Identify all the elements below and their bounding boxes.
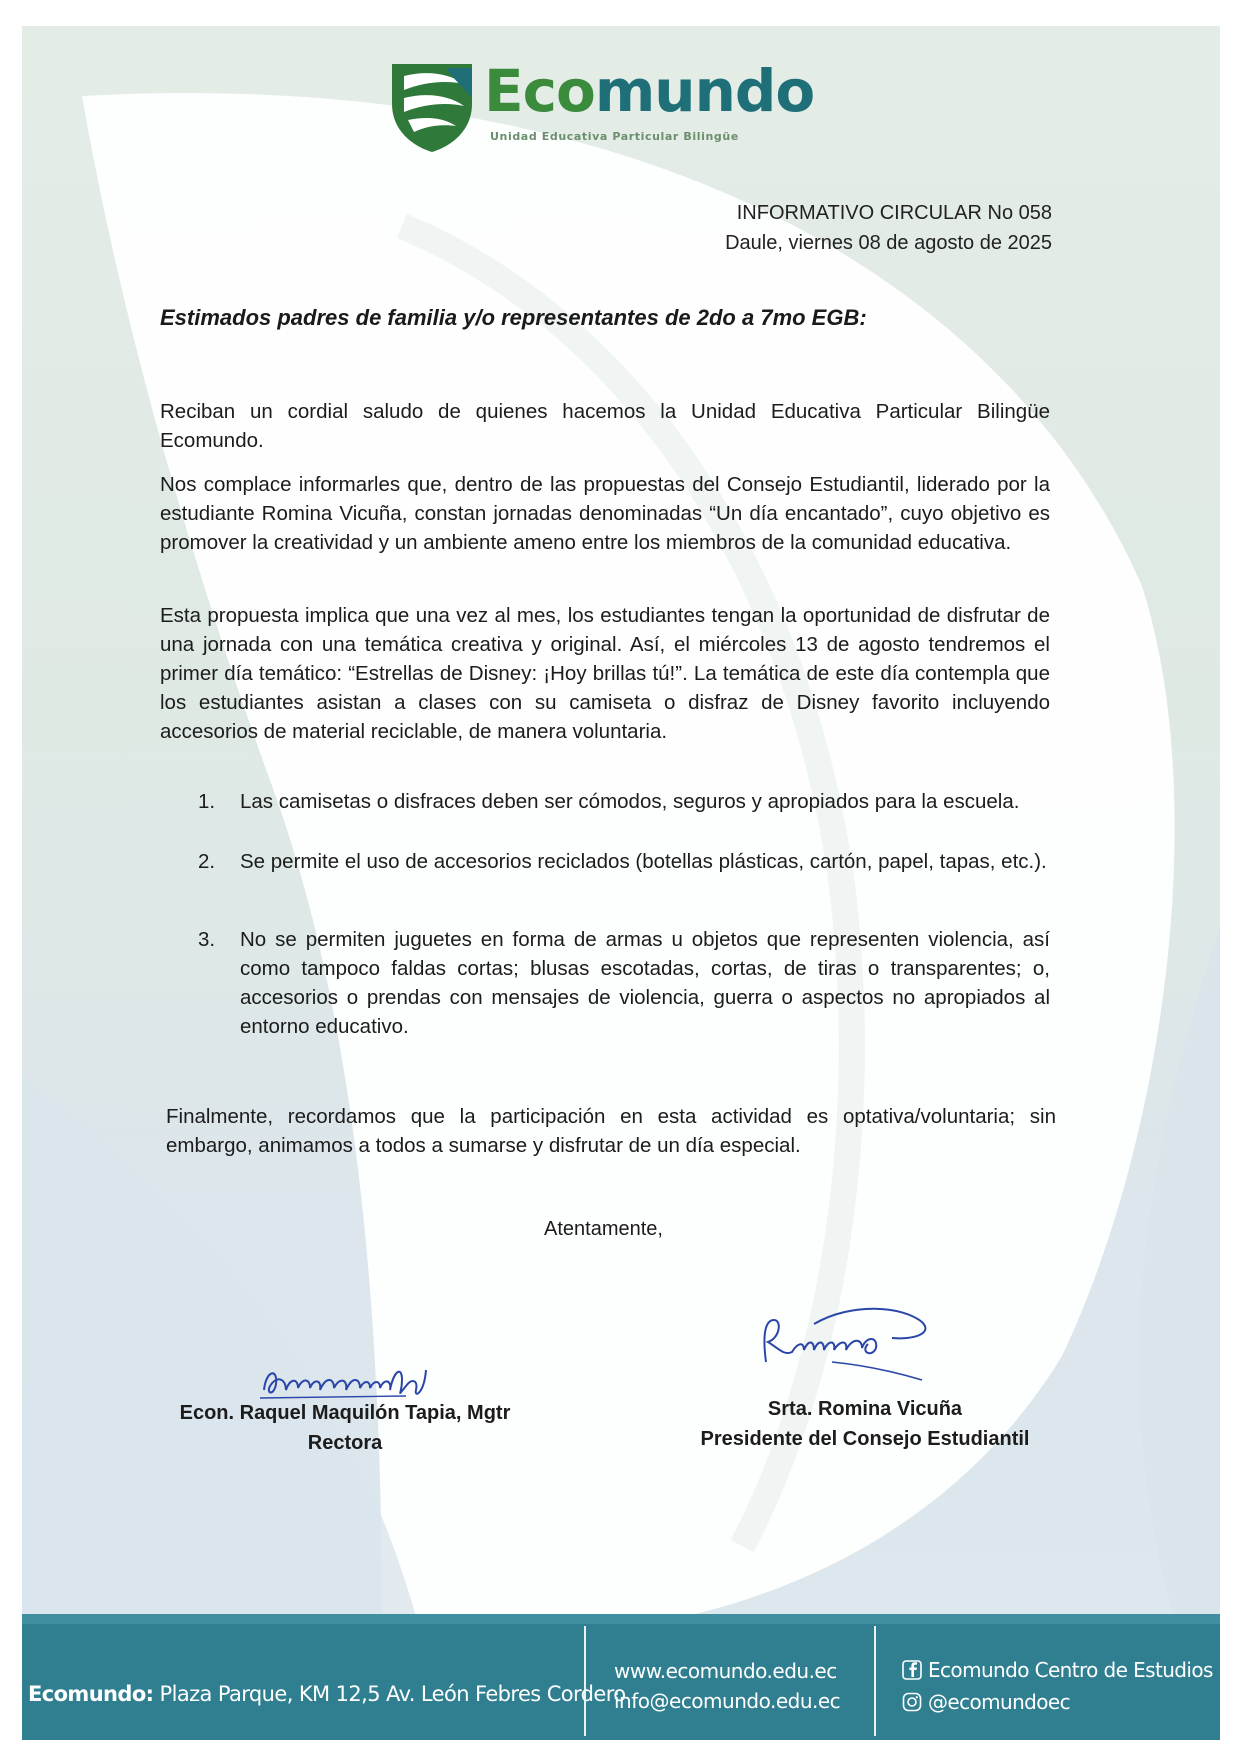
footer-address-label: Ecomundo:: [28, 1682, 154, 1706]
signatory-name: Econ. Raquel Maquilón Tapia, Mgtr: [179, 1402, 511, 1424]
signatory-name: Srta. Romina Vicuña: [767, 1398, 963, 1420]
footer-divider: [874, 1626, 876, 1736]
footer-social: [902, 1654, 1213, 1718]
footer-divider: [584, 1626, 586, 1736]
logo-wordmark-suffix: mundo: [594, 57, 815, 125]
ecomundo-shield-icon: [384, 58, 480, 154]
list-text: No se permiten juguetes en forma de armas u objetos que representen violencia, así como tampoco faldas cortas; blusas escotadas, cortas, de tiras o transparentes; o, accesorios o prendas con mensajes de violencia, guerra o aspectos no apropiados al entorno educativo.: [240, 928, 1050, 1038]
list-item: [198, 925, 1050, 1041]
footer-address-text: Plaza Parque, KM 12,5 Av. León Febres Cordero: [153, 1682, 626, 1706]
signature-block-rectora: [140, 1398, 550, 1458]
instagram-label: @ecomundoec: [928, 1690, 1071, 1714]
facebook-link[interactable]: [902, 1654, 1213, 1686]
footer-stripe: [22, 1614, 1220, 1624]
facebook-label: Ecomundo Centro de Estudios: [928, 1658, 1213, 1682]
paragraph-greeting: Reciban un cordial saludo de quienes hacemos la Unidad Educativa Particular Bilingüe Ecomundo.: [160, 400, 1050, 452]
list-number: 1.: [198, 790, 216, 813]
list-text: Las camisetas o disfraces deben ser cómodos, seguros y apropiados para la escuela.: [240, 790, 1020, 813]
footer-address: [28, 1682, 626, 1706]
paragraph-final: Finalmente, recordamos que la participación en esta actividad es optativa/voluntaria; sin embargo, animamos a todos a sumarse y disfrutar de un día especial.: [166, 1105, 1056, 1157]
instagram-link[interactable]: [902, 1686, 1213, 1718]
salutation: Estimados padres de familia y/o representantes de 2do a 7mo EGB:: [160, 305, 867, 330]
list-item: [198, 787, 1050, 816]
logo-subtitle: Unidad Educativa Particular Bilingüe: [490, 130, 739, 143]
circular-number: INFORMATIVO CIRCULAR No 058: [736, 202, 1052, 224]
signature-block-presidente: [660, 1394, 1070, 1454]
footer: [22, 1614, 1220, 1740]
circular-reference: [725, 198, 1052, 258]
closing: Atentamente,: [544, 1218, 663, 1240]
list-item: [198, 847, 1050, 876]
ecomundo-logo: [384, 57, 815, 154]
circular-date: Daule, viernes 08 de agosto de 2025: [725, 232, 1052, 254]
list-text: Se permite el uso de accesorios reciclados (botellas plásticas, cartón, papel, tapas, etc.).: [240, 850, 1047, 873]
paragraph-theme: Esta propuesta implica que una vez al mes, los estudiantes tengan la oportunidad de disfrutar de una jornada con una temática creativa y original. Así, el miércoles 13 de agosto tendremos el primer día temático: “Estrellas de Disney: ¡Hoy brillas tú!”. La temática de este día contempla que los estudiantes asistan a clases con su camiseta o disfraz de Disney favorito incluyendo accesorios de material reciclable, de manera voluntaria.: [160, 604, 1050, 743]
logo-wordmark-prefix: Eco: [484, 57, 595, 125]
signatory-role: Rectora: [307, 1432, 383, 1454]
facebook-icon: [902, 1660, 922, 1680]
footer-web: [614, 1656, 840, 1716]
logo-wordmark: [484, 57, 815, 125]
list-number: 3.: [198, 928, 216, 951]
instagram-icon: [902, 1692, 922, 1712]
signatory-role: Presidente del Consejo Estudiantil: [700, 1428, 1030, 1450]
email-link[interactable]: info@ecomundo.edu.ec: [614, 1689, 841, 1713]
website-link[interactable]: www.ecomundo.edu.ec: [614, 1659, 837, 1683]
list-number: 2.: [198, 850, 216, 873]
signature-presidente: [752, 1292, 942, 1382]
paragraph-proposal: Nos complace informarles que, dentro de las propuestas del Consejo Estudiantil, liderado por la estudiante Romina Vicuña, constan jornadas denominadas “Un día encantado”, cuyo objetivo es promover la creatividad y un ambiente ameno entre los miembros de la comunidad educativa.: [160, 473, 1050, 554]
